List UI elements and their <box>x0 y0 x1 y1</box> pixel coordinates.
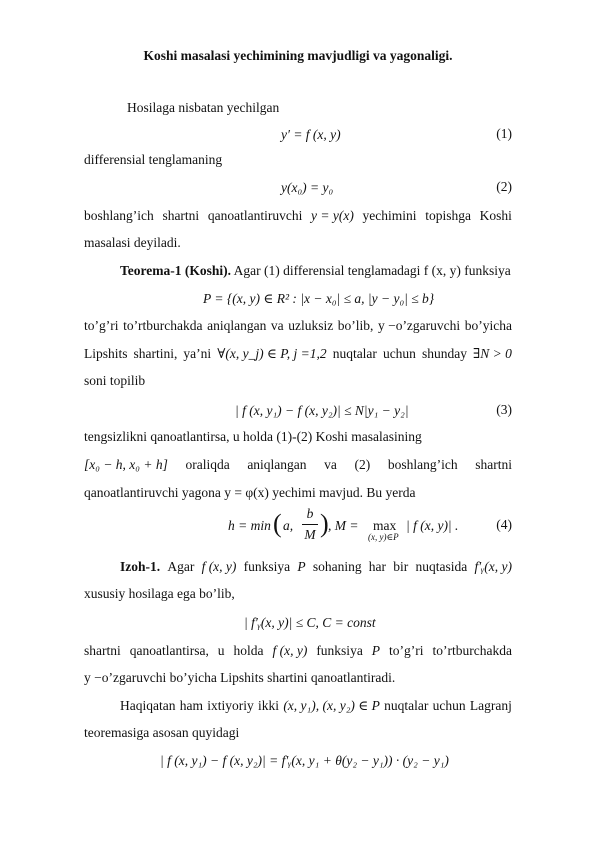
eq4-fraction-bar <box>302 524 318 525</box>
word: shunday <box>421 346 467 361</box>
equation-3-number: (3) <box>496 402 512 417</box>
word: u <box>217 643 225 658</box>
paragraph-remark-line4: y −o’zgaruvchi bo’yicha Lipshits shartini qanoatlantiradi. <box>84 670 396 685</box>
paragraph-solution: qanoatlantiruvchi yagona y = φ(x) yechimi mavjud. Bu yerda <box>84 485 416 500</box>
inline-math: [x₀ − h, x₀ + h] <box>84 457 168 472</box>
equation-rectangle-P: P = {(x, y) ∈ R² : |x − x₀| ≤ a, |y − y₀| ≤ b} <box>203 291 435 306</box>
word: topishga <box>425 208 471 223</box>
eq4-a: a, <box>283 518 294 533</box>
paragraph-cauchy-line1 <box>84 207 512 225</box>
paragraph-lagrange-line2: teoremasiga asosan quyidagi <box>84 725 240 740</box>
word: ikki <box>258 698 280 713</box>
eq4-h-min: h = min <box>228 518 271 533</box>
word: boshlang’ich <box>387 457 458 472</box>
eq4-fraction-numerator: b <box>306 506 314 521</box>
word: uchun <box>382 346 416 361</box>
eq4-M-def: , M = <box>328 518 359 533</box>
word: Agar <box>167 559 195 574</box>
word: uchun <box>432 698 466 713</box>
paragraph-remark-line2: xususiy hosilaga ega bo’lib, <box>84 586 235 601</box>
equation-1-number: (1) <box>496 126 512 141</box>
word: shartni <box>84 643 121 658</box>
inline-math: ∀(x, y_j) ∈ P, j =1,2 <box>217 346 327 361</box>
word: shartini, <box>133 346 178 361</box>
word: bo’yicha <box>464 318 512 333</box>
word: uzluksiz <box>288 318 334 333</box>
word: boshlang’ich <box>84 208 154 223</box>
paragraph-remark-line3 <box>84 642 512 660</box>
word: nuqtalar <box>384 698 429 713</box>
word: Lipshits <box>84 346 128 361</box>
equation-5: | f′ᵧ(x, y)| ≤ C, C = const <box>244 615 376 630</box>
word: qanoatlantirsa, <box>129 643 209 658</box>
word: to’rtburchakda <box>432 643 512 658</box>
equation-1: y′ = f (x, y) <box>281 127 341 142</box>
paragraph-cauchy-line2: masalasi deyiladi. <box>84 235 181 250</box>
word: bir <box>393 559 409 574</box>
inline-math: P <box>371 643 381 658</box>
eq4-max: max <box>373 518 397 533</box>
word: funksiya <box>316 643 363 658</box>
word: shartni <box>162 208 200 223</box>
equation-2: y(x₀) = y₀ <box>281 180 334 195</box>
word: aniqlangan <box>247 457 307 472</box>
eq4-right-paren: ) <box>320 509 329 538</box>
word: Koshi <box>479 208 512 223</box>
word: holda <box>233 643 264 658</box>
paragraph-differential: differensial tenglamaning <box>84 152 223 167</box>
equation-3: | f (x, y₁) − f (x, y₂)| ≤ N|y₁ − y₂| <box>235 403 409 418</box>
paragraph-intro: Hosilaga nisbatan yechilgan <box>127 100 280 115</box>
word: shartni <box>475 457 512 472</box>
word: y −o’zgaruvchi <box>377 318 461 333</box>
eq4-fraction-denominator: M <box>304 527 316 542</box>
word: har <box>368 559 387 574</box>
word: oraliqda <box>185 457 230 472</box>
word: aniqlangan <box>207 318 267 333</box>
word: ham <box>179 698 203 713</box>
eq4-f: | f (x, y)| . <box>406 518 459 533</box>
word: to’g’ri <box>84 318 119 333</box>
equation-6: | f (x, y₁) − f (x, y₂)| = f′ᵧ(x, y₁ + θ(y₂ − y₁)) · (y₂ − y₁) <box>160 753 449 768</box>
word: sohaning <box>312 559 362 574</box>
inline-math: f′ᵧ(x, y) <box>474 559 512 574</box>
eq4-max-subscript: (x, y)∈P <box>368 532 399 542</box>
eq4-left-paren: ( <box>273 509 282 538</box>
word: qanoatlantiruvchi <box>207 208 303 223</box>
word: Lagranj <box>469 698 512 713</box>
equation-4-number: (4) <box>496 517 512 532</box>
theorem-text: Agar (1) differensial tenglamadagi f (x, y) funksiya <box>231 263 511 278</box>
inline-math: P <box>297 559 306 574</box>
page-title: Koshi masalasi yechimining mavjudligi va yagonaligi. <box>143 48 453 63</box>
paragraph-interval <box>84 456 512 474</box>
word: ya’ni <box>183 346 212 361</box>
word: yechimini <box>362 208 417 223</box>
word: va <box>270 318 284 333</box>
word: nuqtasida <box>415 559 468 574</box>
inline-math: f (x, y) <box>272 643 308 658</box>
word: ixtiyoriy <box>207 698 254 713</box>
inline-math: y = y(x) <box>311 208 354 223</box>
paragraph-inequality: tengsizlikni qanoatlantirsa, u holda (1)-(2) Koshi masalasining <box>84 429 422 444</box>
theorem-1 <box>120 262 511 280</box>
paragraph-remark-line1 <box>84 558 512 576</box>
remark-label: Izoh-1. <box>120 559 161 574</box>
word: (2) <box>354 457 371 472</box>
word: funksiya <box>243 559 291 574</box>
paragraph-theorem-line2 <box>84 317 512 335</box>
word: bo’lib, <box>337 318 374 333</box>
paragraph-lagrange-line1 <box>84 697 512 715</box>
inline-math: ∃N > 0 <box>472 346 512 361</box>
word: Haqiqatan <box>120 698 176 713</box>
inline-math: f (x, y) <box>201 559 237 574</box>
inline-math: (x, y₁), (x, y₂) ∈ P <box>283 698 380 713</box>
word: to’g’ri <box>389 643 424 658</box>
equation-2-number: (2) <box>496 179 512 194</box>
theorem-label: Teorema-1 (Koshi). <box>120 263 231 278</box>
word: to’rtburchakda <box>123 318 203 333</box>
paragraph-number: soni topilib <box>84 373 146 388</box>
word: va <box>324 457 337 472</box>
paragraph-theorem-line3 <box>84 345 512 363</box>
word: nuqtalar <box>332 346 377 361</box>
